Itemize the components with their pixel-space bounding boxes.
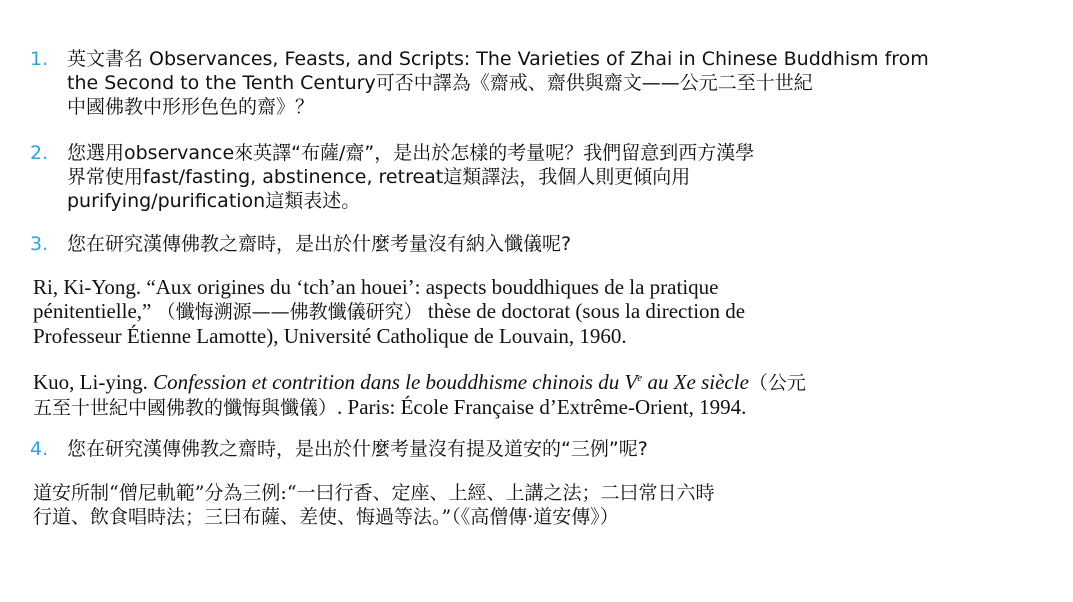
reference-ri	[33, 275, 1048, 348]
reference-line	[33, 395, 1048, 420]
reference-line	[33, 370, 1048, 395]
question-line: 中國佛教中形形色色的齋》？	[67, 96, 315, 118]
reference-title-text: au Xe siècle	[642, 370, 749, 394]
reference-book-title	[153, 370, 749, 394]
reference-text: thèse de doctorat (sous la direction de	[427, 299, 746, 323]
question-line: the Second to the Tenth Century可否中譯為《齋戒、齋供與齋文——公元二至十世紀	[67, 72, 813, 94]
reference-line: Ri, Ki-Yong. “Aux origines du ‘tch’an houei’: aspects bouddhiques de la pratique	[33, 275, 719, 299]
question-line: 英文書名 Observances, Feasts, and Scripts: The Varieties of Zhai in Chinese Buddhism from	[67, 48, 929, 70]
question-text	[67, 47, 1057, 119]
reference-chinese-title: 五至十世紀中國佛教的懺悔與懺儀）	[33, 397, 338, 419]
question-text	[67, 437, 1057, 461]
question-number: 1.	[30, 48, 49, 70]
question-line: 您在研究漢傳佛教之齋時，是出於什麼考量沒有提及道安的“三例”呢?	[67, 438, 648, 460]
reference-title-text: Confession et contrition dans le bouddhisme chinois du V	[153, 370, 638, 394]
quote-line: 行道、飲食唱時法；三曰布薩、差使、悔過等法。”（《高僧傳·道安傳》）	[33, 506, 619, 528]
reference-chinese-title: （公元	[748, 372, 806, 394]
question-number: 2.	[30, 142, 49, 164]
reference-line	[33, 299, 1048, 324]
reference-text: pénitentielle,”	[33, 299, 152, 323]
reference-author: Kuo, Li-ying.	[33, 370, 154, 394]
daoan-quote	[33, 481, 1048, 529]
quote-line: 道安所制“僧尼軌範”分為三例:“一曰行香、定座、上經、上講之法；二曰常日六時	[33, 482, 715, 504]
reference-kuo	[33, 370, 1048, 420]
superscript: e	[637, 372, 643, 384]
question-line: purifying/purification這類表述。	[67, 190, 361, 212]
question-text	[67, 141, 1057, 213]
reference-publisher: . Paris: École Française d’Extrême-Orient, 1994.	[337, 395, 747, 419]
question-line: 您選用observance來英譯“布薩/齋”，是出於怎樣的考量呢？我們留意到西方漢學	[67, 142, 755, 164]
reference-line: Professeur Étienne Lamotte), Université Catholique de Louvain, 1960.	[33, 324, 627, 348]
question-number: 3.	[30, 233, 49, 255]
question-line: 界常使用fast/fasting, abstinence, retreat這類譯法，我個人則更傾向用	[67, 166, 691, 188]
question-number: 4.	[30, 438, 49, 460]
question-text	[67, 232, 1057, 256]
reference-chinese-title: （懺悔溯源——佛教懺儀研究）	[156, 301, 423, 323]
question-line: 您在研究漢傳佛教之齋時，是出於什麼考量沒有納入懺儀呢?	[67, 233, 572, 255]
